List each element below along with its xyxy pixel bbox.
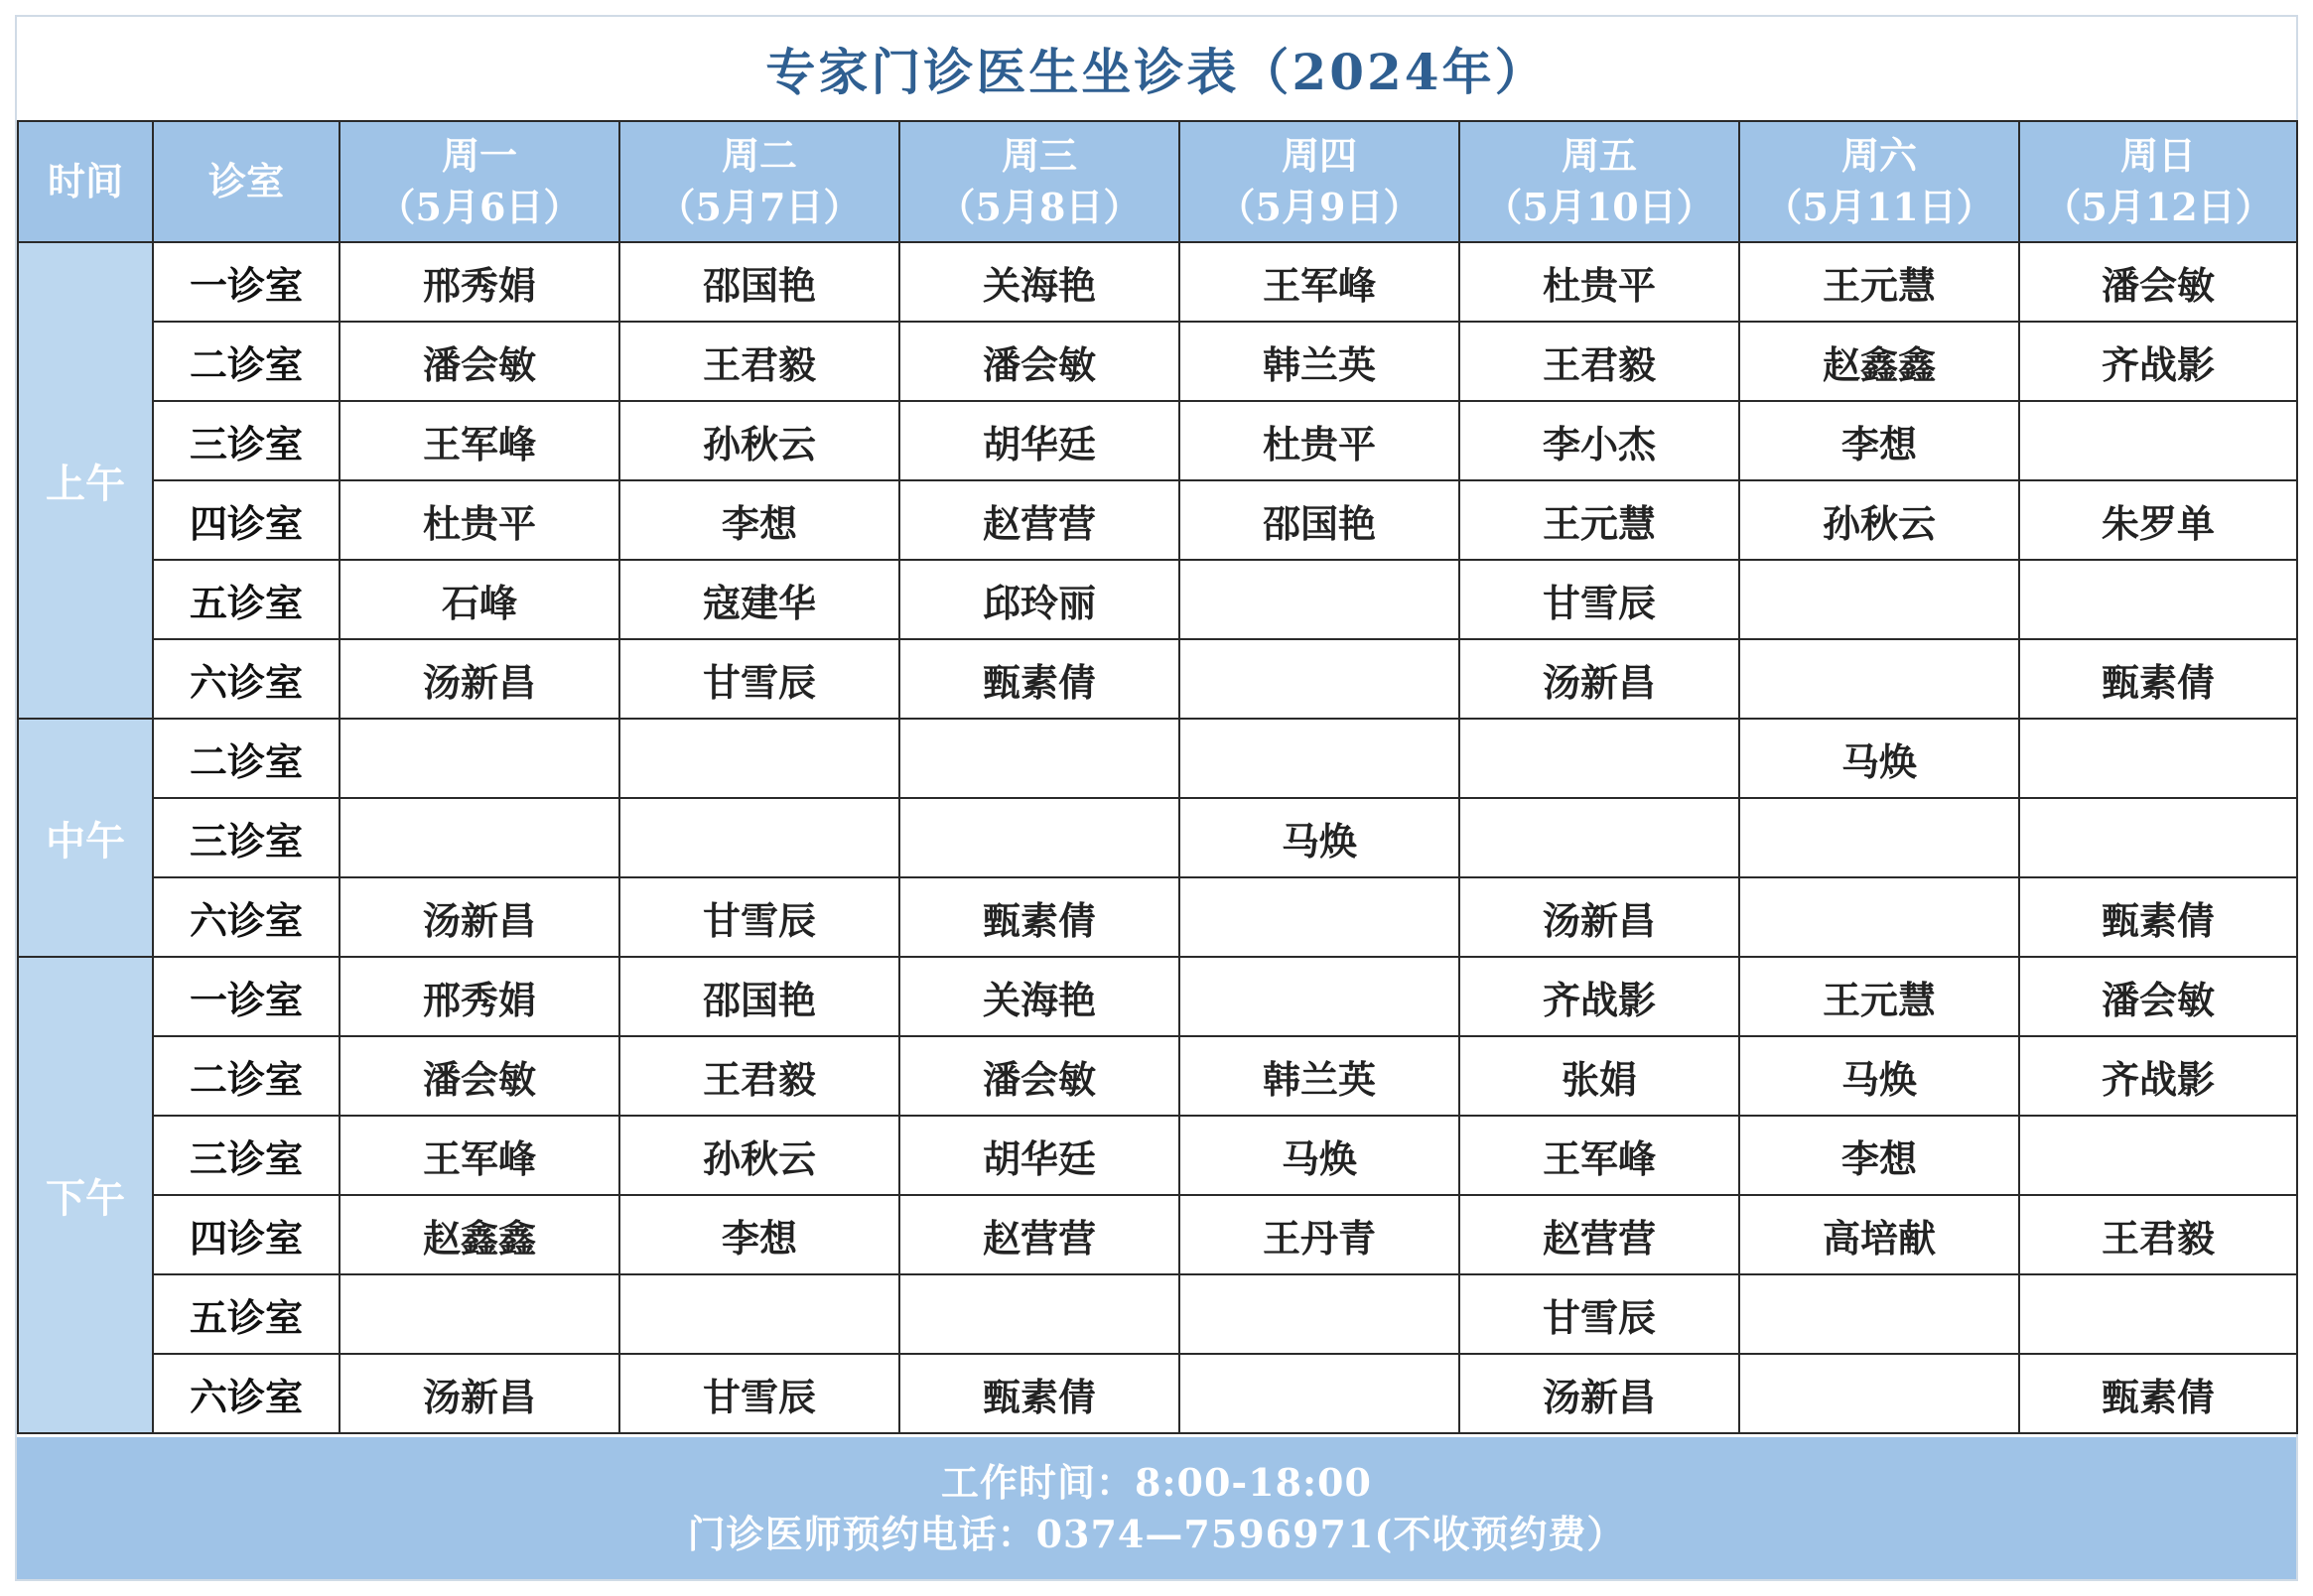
doctor-cell: 马焕 [1179, 1116, 1459, 1195]
room-cell: 二诊室 [153, 1036, 340, 1116]
room-cell: 一诊室 [153, 957, 340, 1036]
doctor-cell [340, 719, 619, 798]
header-day-wed [899, 121, 1179, 242]
doctor-cell: 甘雪辰 [1459, 1274, 1739, 1354]
day-date: （5月7日） [657, 185, 862, 229]
doctor-cell [2019, 401, 2297, 480]
doctor-cell: 甄素倩 [2019, 1354, 2297, 1433]
doctor-cell: 甘雪辰 [619, 1354, 899, 1433]
doctor-cell [1459, 798, 1739, 877]
doctor-cell: 王丹青 [1179, 1195, 1459, 1274]
table-row [18, 798, 2297, 877]
doctor-cell: 杜贵平 [1459, 242, 1739, 322]
doctor-cell: 甄素倩 [2019, 639, 2297, 719]
schedule-page [15, 15, 2298, 1581]
doctor-cell: 汤新昌 [340, 1354, 619, 1433]
room-cell: 六诊室 [153, 639, 340, 719]
doctor-cell: 李想 [1739, 1116, 2019, 1195]
doctor-cell: 李想 [619, 480, 899, 560]
doctor-cell [1179, 877, 1459, 957]
doctor-cell: 邱玲丽 [899, 560, 1179, 639]
doctor-cell: 胡华廷 [899, 401, 1179, 480]
doctor-cell: 王君毅 [619, 322, 899, 401]
day-name: 周一 [441, 133, 517, 178]
doctor-cell: 齐战影 [2019, 322, 2297, 401]
doctor-cell [1179, 1274, 1459, 1354]
header-day-mon [340, 121, 619, 242]
doctor-cell: 赵营营 [899, 480, 1179, 560]
doctor-cell: 汤新昌 [1459, 877, 1739, 957]
doctor-cell [1739, 639, 2019, 719]
period-label: 上午 [18, 242, 153, 719]
doctor-cell [2019, 560, 2297, 639]
room-cell: 五诊室 [153, 1274, 340, 1354]
doctor-cell [1179, 719, 1459, 798]
doctor-cell [619, 1274, 899, 1354]
table-row [18, 322, 2297, 401]
day-date: （5月9日） [1217, 185, 1422, 229]
table-row [18, 1195, 2297, 1274]
doctor-cell [1459, 719, 1739, 798]
room-cell: 三诊室 [153, 401, 340, 480]
doctor-cell: 王元慧 [1739, 957, 2019, 1036]
doctor-cell: 王元慧 [1459, 480, 1739, 560]
doctor-cell: 王君毅 [1459, 322, 1739, 401]
day-name: 周五 [1561, 133, 1637, 178]
doctor-cell: 关海艳 [899, 242, 1179, 322]
doctor-cell: 马焕 [1179, 798, 1459, 877]
doctor-cell: 马焕 [1739, 1036, 2019, 1116]
doctor-cell: 孙秋云 [1739, 480, 2019, 560]
doctor-cell: 杜贵平 [1179, 401, 1459, 480]
doctor-cell [340, 798, 619, 877]
doctor-cell [1179, 639, 1459, 719]
header-row [18, 121, 2297, 242]
doctor-cell: 潘会敏 [899, 322, 1179, 401]
doctor-cell: 寇建华 [619, 560, 899, 639]
doctor-cell: 齐战影 [2019, 1036, 2297, 1116]
doctor-cell [1739, 1274, 2019, 1354]
working-hours: 工作时间：8:00-18:00 [941, 1459, 1372, 1505]
doctor-cell: 甄素倩 [899, 877, 1179, 957]
doctor-cell [1739, 877, 2019, 957]
doctor-cell: 马焕 [1739, 719, 2019, 798]
table-row [18, 1354, 2297, 1433]
doctor-cell: 王君毅 [2019, 1195, 2297, 1274]
doctor-cell [340, 1274, 619, 1354]
doctor-cell: 邢秀娟 [340, 957, 619, 1036]
doctor-cell: 赵鑫鑫 [1739, 322, 2019, 401]
doctor-cell: 邵国艳 [619, 957, 899, 1036]
table-row [18, 480, 2297, 560]
room-cell: 四诊室 [153, 1195, 340, 1274]
header-day-sat [1739, 121, 2019, 242]
doctor-cell: 李想 [619, 1195, 899, 1274]
doctor-cell: 高培献 [1739, 1195, 2019, 1274]
doctor-cell: 邵国艳 [619, 242, 899, 322]
doctor-cell [1179, 560, 1459, 639]
doctor-cell: 关海艳 [899, 957, 1179, 1036]
day-name: 周二 [721, 133, 797, 178]
header-day-sun [2019, 121, 2297, 242]
doctor-cell [619, 798, 899, 877]
doctor-cell: 潘会敏 [2019, 242, 2297, 322]
day-date: （5月6日） [377, 185, 582, 229]
day-name: 周四 [1281, 133, 1357, 178]
room-cell: 二诊室 [153, 719, 340, 798]
header-time: 时间 [18, 121, 153, 242]
day-name: 周六 [1840, 133, 1917, 178]
schedule-body [18, 242, 2297, 1433]
doctor-cell: 王军峰 [1179, 242, 1459, 322]
doctor-cell: 张娟 [1459, 1036, 1739, 1116]
doctor-cell: 甄素倩 [899, 1354, 1179, 1433]
doctor-cell [2019, 798, 2297, 877]
doctor-cell: 汤新昌 [340, 639, 619, 719]
doctor-cell [899, 798, 1179, 877]
doctor-cell [2019, 1116, 2297, 1195]
doctor-cell [1179, 957, 1459, 1036]
page-title: 专家门诊医生坐诊表（2024年） [765, 43, 1548, 101]
doctor-cell [1739, 1354, 2019, 1433]
room-cell: 六诊室 [153, 1354, 340, 1433]
doctor-cell: 王元慧 [1739, 242, 2019, 322]
doctor-cell: 汤新昌 [340, 877, 619, 957]
room-cell: 一诊室 [153, 242, 340, 322]
doctor-cell [619, 719, 899, 798]
table-row [18, 639, 2297, 719]
table-row [18, 1274, 2297, 1354]
doctor-cell [1739, 560, 2019, 639]
doctor-cell [2019, 719, 2297, 798]
doctor-cell: 朱罗单 [2019, 480, 2297, 560]
doctor-cell: 甄素倩 [2019, 877, 2297, 957]
room-cell: 三诊室 [153, 1116, 340, 1195]
doctor-cell: 李想 [1739, 401, 2019, 480]
header-day-thu [1179, 121, 1459, 242]
doctor-cell: 潘会敏 [899, 1036, 1179, 1116]
doctor-cell: 潘会敏 [2019, 957, 2297, 1036]
table-row [18, 877, 2297, 957]
doctor-cell: 甘雪辰 [1459, 560, 1739, 639]
doctor-cell: 王军峰 [340, 401, 619, 480]
day-name: 周日 [2119, 133, 2196, 178]
day-date: （5月11日） [1764, 185, 1994, 229]
header-room: 诊室 [153, 121, 340, 242]
doctor-cell [2019, 1274, 2297, 1354]
doctor-cell [899, 719, 1179, 798]
doctor-cell: 孙秋云 [619, 401, 899, 480]
doctor-cell: 李小杰 [1459, 401, 1739, 480]
table-row [18, 957, 2297, 1036]
day-name: 周三 [1001, 133, 1077, 178]
doctor-cell [1179, 1354, 1459, 1433]
doctor-cell: 杜贵平 [340, 480, 619, 560]
doctor-cell: 韩兰英 [1179, 322, 1459, 401]
doctor-cell: 王君毅 [619, 1036, 899, 1116]
room-cell: 二诊室 [153, 322, 340, 401]
doctor-cell: 邵国艳 [1179, 480, 1459, 560]
period-label: 中午 [18, 719, 153, 957]
doctor-cell: 孙秋云 [619, 1116, 899, 1195]
day-date: （5月12日） [2043, 185, 2273, 229]
room-cell: 五诊室 [153, 560, 340, 639]
doctor-cell: 赵营营 [899, 1195, 1179, 1274]
table-row [18, 1036, 2297, 1116]
footer-info [17, 1437, 2296, 1579]
doctor-cell: 胡华廷 [899, 1116, 1179, 1195]
table-row [18, 1116, 2297, 1195]
period-label: 下午 [18, 957, 153, 1433]
doctor-cell: 赵鑫鑫 [340, 1195, 619, 1274]
doctor-cell: 潘会敏 [340, 322, 619, 401]
header-day-tue [619, 121, 899, 242]
doctor-cell: 潘会敏 [340, 1036, 619, 1116]
table-row [18, 560, 2297, 639]
doctor-cell: 王军峰 [340, 1116, 619, 1195]
doctor-cell [1739, 798, 2019, 877]
day-date: （5月8日） [937, 185, 1142, 229]
doctor-cell: 汤新昌 [1459, 1354, 1739, 1433]
appointment-phone: 门诊医师预约电话：0374—7596971(不收预约费） [687, 1511, 1626, 1556]
table-row [18, 401, 2297, 480]
doctor-cell: 王军峰 [1459, 1116, 1739, 1195]
doctor-cell: 汤新昌 [1459, 639, 1739, 719]
room-cell: 六诊室 [153, 877, 340, 957]
doctor-cell: 邢秀娟 [340, 242, 619, 322]
room-cell: 四诊室 [153, 480, 340, 560]
table-row [18, 242, 2297, 322]
doctor-cell: 甘雪辰 [619, 639, 899, 719]
day-date: （5月10日） [1484, 185, 1714, 229]
header-day-fri [1459, 121, 1739, 242]
doctor-cell [899, 1274, 1179, 1354]
doctor-cell: 甄素倩 [899, 639, 1179, 719]
doctor-cell: 甘雪辰 [619, 877, 899, 957]
schedule-table [17, 120, 2298, 1434]
doctor-cell: 齐战影 [1459, 957, 1739, 1036]
doctor-cell: 赵营营 [1459, 1195, 1739, 1274]
room-cell: 三诊室 [153, 798, 340, 877]
table-row [18, 719, 2297, 798]
doctor-cell: 石峰 [340, 560, 619, 639]
doctor-cell: 韩兰英 [1179, 1036, 1459, 1116]
